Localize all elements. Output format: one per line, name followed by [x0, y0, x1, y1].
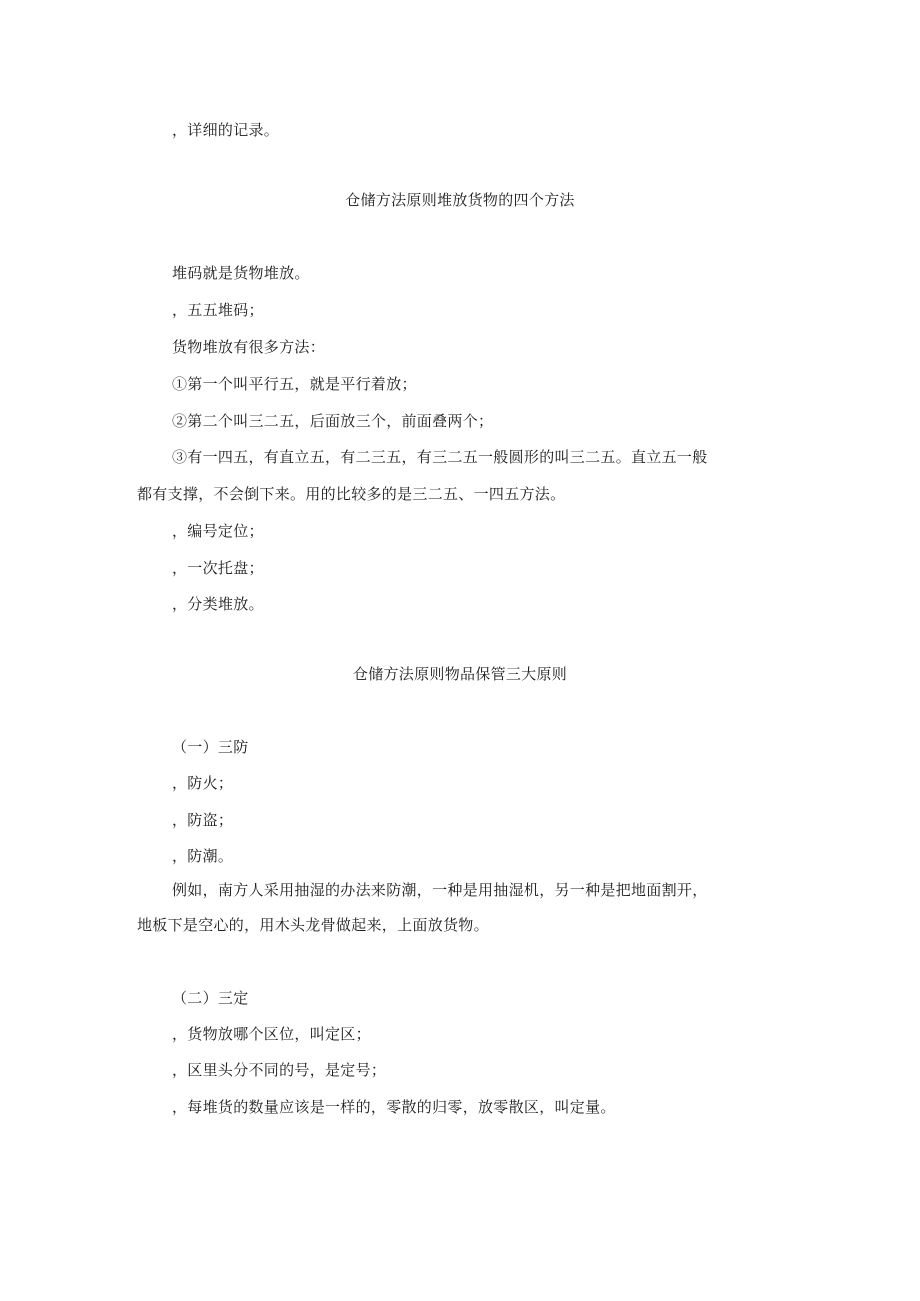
paragraph: ，编号定位； — [172, 522, 264, 540]
list-item: ，每堆货的数量应该是一样的，零散的归零，放零散区，叫定量。 — [172, 1098, 616, 1116]
list-item: ，防盗； — [172, 811, 234, 829]
intro-line: ，详细的记录。 — [172, 121, 280, 139]
paragraph-continuation: 都有支撑，不会倒下来。用的比较多的是三二五、一四五方法。 — [137, 485, 566, 503]
paragraph: 例如，南方人采用抽湿的办法来防潮，一种是用抽湿机，另一种是把地面割开， — [172, 881, 708, 899]
list-item: ，防火； — [172, 774, 234, 792]
paragraph: ，五五堆码； — [172, 301, 264, 319]
paragraph: ，一次托盘； — [172, 559, 264, 577]
paragraph: ③有一四五，有直立五，有二三五，有三二五一般圆形的叫三二五。直立五一般 — [172, 448, 708, 466]
list-item: ，货物放哪个区位，叫定区； — [172, 1025, 371, 1043]
paragraph: ①第一个叫平行五，就是平行着放； — [172, 375, 417, 393]
paragraph: 堆码就是货物堆放。 — [172, 264, 310, 282]
subsection-heading: （一）三防 — [172, 738, 249, 756]
paragraph: ，分类堆放。 — [172, 595, 264, 613]
subsection-heading: （二）三定 — [172, 989, 249, 1007]
list-item: ，防潮。 — [172, 847, 234, 865]
section-title-storage: 仓储方法原则物品保管三大原则 — [352, 665, 568, 683]
paragraph: ②第二个叫三二五，后面放三个，前面叠两个； — [172, 412, 494, 430]
list-item: ，区里头分不同的号，是定号； — [172, 1061, 387, 1079]
section-title-stacking: 仓储方法原则堆放货物的四个方法 — [345, 191, 575, 209]
paragraph: 货物堆放有很多方法： — [172, 338, 326, 356]
paragraph-continuation: 地板下是空心的，用木头龙骨做起来，上面放货物。 — [137, 916, 489, 934]
